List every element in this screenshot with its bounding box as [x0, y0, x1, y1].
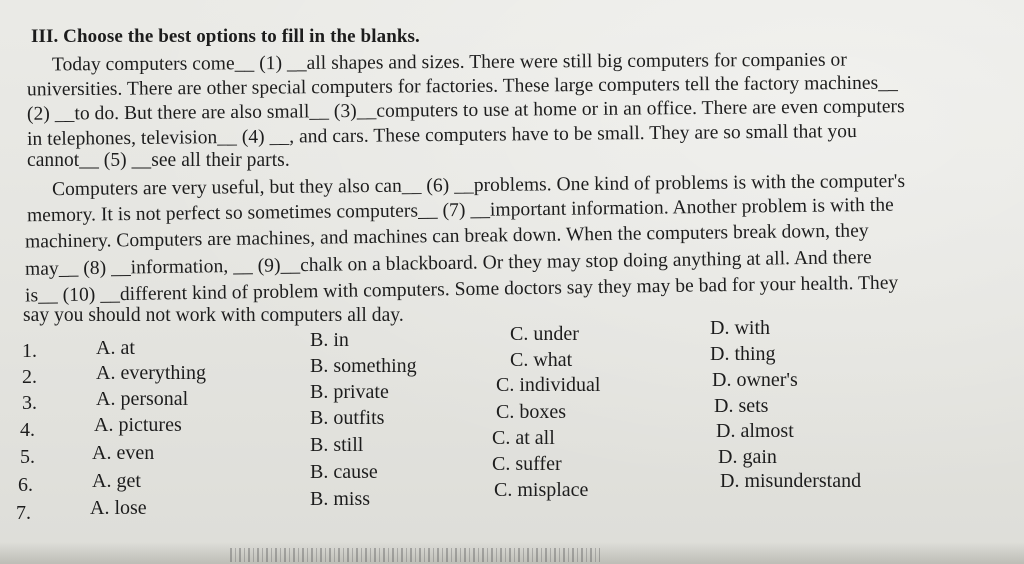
passage-line-5: cannot__ (5) __see all their parts.: [27, 150, 290, 171]
passage-line-9: may__ (8) __information, __ (9)__chalk on a blackboard. Or they may stop doing anything at all. And there: [24, 247, 872, 280]
option-d: D. with: [710, 317, 770, 339]
passage-line-8: machinery. Computers are machines, and machines can break down. When the computers break down, they: [24, 220, 869, 253]
option-d: D. misunderstand: [720, 470, 862, 492]
option-d: D. owner's: [712, 369, 798, 391]
question-number: 5.: [20, 446, 35, 468]
passage-line-3: (2) __to do. But there are also small__ (3)__computers to use at home or in an office. There are even computers: [26, 96, 905, 125]
option-c: C. individual: [496, 374, 601, 396]
question-number: 7.: [16, 502, 31, 524]
option-c: C. misplace: [494, 479, 589, 501]
option-d: D. thing: [710, 343, 776, 365]
passage-line-10: is__ (10) __different kind of problem with computers. Some doctors say they may be bad for your health. They: [24, 272, 899, 307]
option-a: A. pictures: [94, 414, 182, 436]
passage-line-1: Today computers come__ (1) __all shapes and sizes. There were still big computers for companies or: [51, 49, 847, 76]
option-d: D. gain: [718, 446, 777, 468]
option-a: A. get: [92, 470, 141, 492]
question-number: 4.: [20, 419, 35, 441]
option-a: A. personal: [96, 388, 189, 410]
option-b: B. something: [310, 355, 417, 377]
option-c: C. at all: [492, 427, 555, 449]
exercise-heading: III. Choose the best options to fill in the blanks.: [31, 26, 420, 47]
passage-line-7: memory. It is not perfect so sometimes computers__ (7) __important information. Another problem is with the: [26, 194, 894, 227]
option-c: C. what: [510, 349, 573, 371]
option-a: A. lose: [90, 497, 147, 519]
passage-line-4: in telephones, television__ (4) __, and cars. These computers have to be small. They are so small that you: [26, 121, 857, 150]
question-number: 3.: [22, 392, 37, 414]
option-b: B. still: [310, 434, 364, 456]
question-number: 1.: [22, 340, 37, 362]
option-c: C. suffer: [492, 453, 562, 475]
passage-line-6: Computers are very useful, but they also can__ (6) __problems. One kind of problems is with the computer's: [51, 170, 906, 201]
option-c: C. boxes: [496, 401, 566, 423]
option-b: B. cause: [310, 461, 378, 483]
option-a: A. even: [92, 442, 155, 464]
question-number: 6.: [18, 474, 33, 496]
option-d: D. almost: [716, 420, 794, 442]
option-b: B. in: [310, 329, 349, 351]
printed-strip-decoration: [230, 548, 600, 562]
option-b: B. private: [310, 381, 389, 403]
passage-line-2: universities. There are other special computers for factories. These large computers tell the factory machines__: [26, 72, 898, 101]
option-b: B. miss: [310, 488, 371, 510]
option-c: C. under: [510, 323, 579, 345]
option-a: A. everything: [96, 362, 206, 384]
passage-line-11: say you should not work with computers all day.: [23, 305, 404, 326]
question-number: 2.: [22, 366, 37, 388]
option-d: D. sets: [714, 395, 769, 417]
option-a: A. at: [96, 337, 135, 359]
option-b: B. outfits: [310, 407, 385, 429]
